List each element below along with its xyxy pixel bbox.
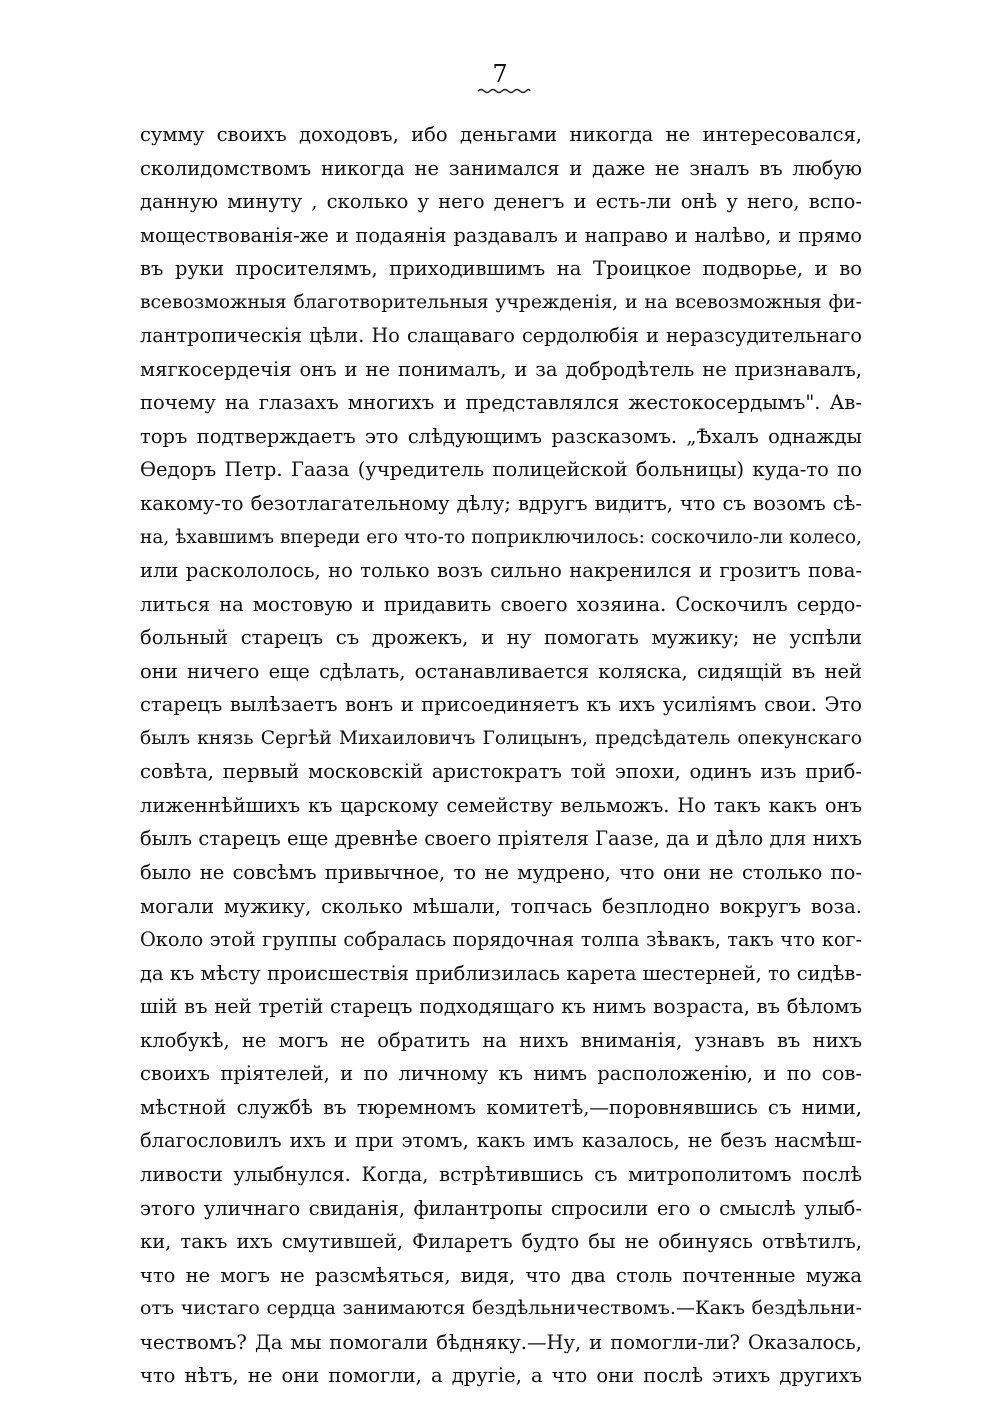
text-line: почему на глазахъ многихъ и представлялся жестокосердымъ". Ав- [140,391,862,415]
text-line: былъ князь Сергѣй Михаиловичъ Голицынъ, предсѣдатель опекунскаго [140,727,862,749]
text-line: что нѣтъ, не они помогли, а другіе, а что они послѣ этихъ другихъ [140,1364,862,1388]
text-line: сумму своихъ доходовъ, ибо деньгами никогда не интересовался, [140,123,862,146]
text-line: они ничего еще сдѣлать, останавливается коляска, сидящій въ ней [140,659,862,683]
text-line: клобукѣ, не могъ не обратить на нихъ вниманія, узнавъ въ нихъ [140,1028,862,1052]
text-line: всевозможныя благотворительныя учрежденія, и на всевозможныя фи- [140,291,862,313]
text-line: благословилъ ихъ и при этомъ, какъ имъ казалось, не безъ насмѣш- [140,1129,862,1153]
text-line: или раскололось, но только возъ сильно накренился и грозитъ пова- [140,559,862,583]
text-line: отъ чистаго сердца занимаются бездѣльничествомъ.—Какъ бездѣльни- [140,1297,862,1320]
text-line: сколидомствомъ никогда не занимался и даже не зналъ въ любую [140,156,862,180]
text-line: торъ подтверждаетъ это слѣдующимъ разсказомъ. „Ѣхалъ однажды [140,424,862,448]
text-line: лиженнѣйшихъ къ царскому семейству вельможъ. Но такъ какъ онъ [140,793,862,817]
text-line: чествомъ? Да мы помогали бѣдняку.—Ну, и помогли-ли? Оказалось, [140,1330,862,1354]
body-text [140,118,862,1393]
text-line: могали мужику, сколько мѣшали, топчась безплодно вокругъ воза. [140,894,862,918]
text-line: больный старецъ съ дрожекъ, и ну помогать мужику; не успѣли [140,626,862,650]
text-line: старецъ вылѣзаетъ вонъ и присоединяетъ къ ихъ усиліямъ свои. Это [140,693,862,717]
text-line: Около этой группы собралась порядочная толпа зѣвакъ, такъ что ког- [140,928,862,952]
text-line: данную минуту , сколько у него денегъ и есть-ли онѣ у него, вспо- [140,190,862,214]
text-line: мѣстной службѣ въ тюремномъ комитетѣ,—поровнявшись съ ними, [140,1095,862,1119]
text-line: какому-то безотлагательному дѣлу; вдругъ видитъ, что съ возомъ сѣ- [140,492,862,516]
text-line: лантропическія цѣли. Но слащаваго сердолюбія и неразсудительнаго [140,324,862,348]
text-line: былъ старецъ еще древнѣе своего пріятеля Гаазе, да и дѣло для нихъ [140,827,862,851]
text-line: моществованія-же и подаянія раздавалъ и направо и налѣво, и прямо [140,223,862,247]
text-line: литься на мостовую и придавить своего хозяина. Соскочилъ сердо- [140,592,862,616]
text-line: Ѳедоръ Петр. Гааза (учредитель полицейской больницы) куда-то по [140,458,862,482]
text-line: въ руки просителямъ, приходившимъ на Троицкое подворье, и во [140,257,862,281]
text-line: ливости улыбнулся. Когда, встрѣтившись съ митрополитомъ послѣ [140,1162,862,1186]
text-line: да къ мѣсту происшествія приблизилась карета шестерней, то сидѣв- [140,961,862,985]
ornament-divider [477,87,531,95]
text-line: что не могъ не разсмѣяться, видя, что два столь почтенные мужа [140,1263,862,1287]
text-line: мягкосердечія онъ и не понималъ, и за добродѣтель не признавалъ, [140,357,862,381]
text-line: на, ѣхавшимъ впереди его что-то поприключилось: соскочило-ли колесо, [140,526,862,548]
page-number: 7 [492,60,508,88]
text-line: этого уличнаго свиданія, филантропы спросили его о смыслѣ улыб- [140,1196,862,1220]
text-line: совѣта, первый московскій аристократъ той эпохи, одинъ изъ приб- [140,760,862,784]
text-line: своихъ пріятелей, и по личному къ нимъ расположенію, и по сов- [140,1062,862,1086]
text-line: шій въ ней третій старецъ подходящаго къ нимъ возраста, въ бѣломъ [140,995,862,1019]
text-line: ки, такъ ихъ смутившей, Филаретъ будто бы не обинуясь отвѣтилъ, [140,1230,862,1254]
text-line: было не совсѣмъ привычное, то не мудрено, что они не столько по- [140,861,862,885]
